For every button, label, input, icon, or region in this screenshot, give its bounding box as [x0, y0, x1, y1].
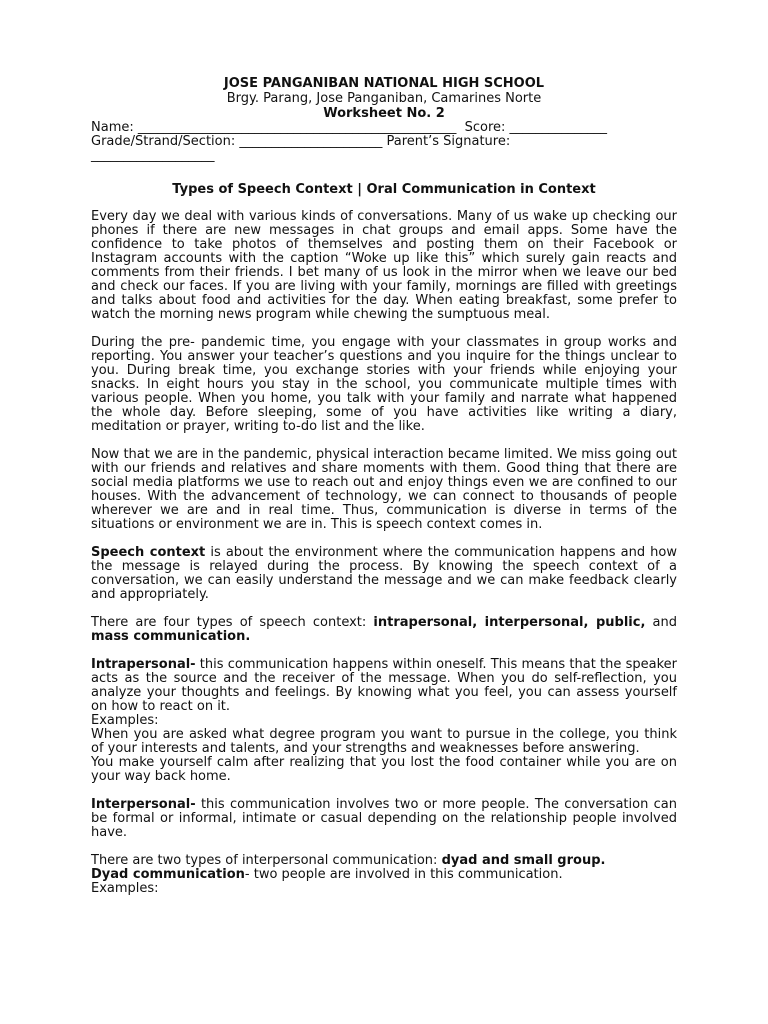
and-word: and: [645, 615, 677, 630]
name-score-line: Name: _________________________________________________ Score: _______________: [91, 120, 608, 135]
term-dyad: Dyad communication: [91, 867, 245, 882]
four-types-intro: There are four types of speech context:: [91, 615, 374, 630]
paragraph-interpersonal: [91, 798, 677, 840]
paragraph-speech-context: [91, 546, 677, 602]
worksheet-number: Worksheet No. 2: [323, 106, 445, 121]
paragraph-intrapersonal: [91, 658, 677, 714]
speech-context-definition: is about the environment where the communication happens and how the message is relayed during the process. By knowing the speech context of a conversation, we can easily understand the message and we can make feedback clearly and appropriately.: [91, 545, 677, 602]
term-speech-context: Speech context: [91, 545, 206, 560]
term-interpersonal: Interpersonal-: [91, 797, 196, 812]
signature-blank: ___________________: [91, 148, 215, 163]
intrapersonal-definition: this communication happens within oneself. This means that the speaker acts as the source and the receiver of the message. When you do self-reflection, you analyze your thoughts and feelings. By knowing what you feel, you can assess yourself on how to react on it.: [91, 657, 677, 714]
dyad-definition: - two people are involved in this communication.: [244, 867, 563, 882]
paragraph-3: Now that we are in the pandemic, physical interaction became limited. We miss going out with our friends and relatives and share moments with them. Good thing that there are social media platforms we use to reach out and enjoy things even we are confined to our houses. With the advancement of technology, we can connect to thousands of people wherever we are and in real time. Thus, communication is diverse in terms of the situations or environment we are in. This is speech context comes in.: [91, 447, 677, 532]
paragraph-2: During the pre- pandemic time, you engage with your classmates in group works and reporting. You answer your teacher’s questions and you inquire for the things unclear to you. During break time, you exchange stories with your friends while enjoying your snacks. In eight hours you stay in the school, you communicate multiple times with various people. When you home, you talk with your family and narrate what happened the whole day. Before sleeping, some of you have activities like writing a diary, meditation or prayer, writing to-do list and the like.: [91, 335, 677, 434]
school-name: JOSE PANGANIBAN NATIONAL HIGH SCHOOL: [223, 76, 545, 91]
mass-communication-term: mass communication.: [91, 629, 251, 644]
term-intrapersonal: Intrapersonal-: [91, 657, 196, 672]
paragraph-two-types: [91, 854, 677, 868]
example-1: When you are asked what degree program you want to pursue in the college, you think of your interests and talents, and your strengths and weaknesses before answering.: [91, 727, 677, 756]
paragraph-dyad: [91, 868, 677, 882]
school-address: Brgy. Parang, Jose Panganiban, Camarines Norte: [226, 91, 542, 106]
examples-label-2: Examples:: [91, 881, 159, 896]
types-list: intrapersonal, interpersonal, public,: [373, 615, 646, 630]
worksheet-title: Types of Speech Context | Oral Communication in Context: [172, 182, 596, 197]
paragraph-1: Every day we deal with various kinds of conversations. Many of us wake up checking our phones if there are new messages in chat groups and email apps. Some have the confidence to take photos of themselves and posting them on their Facebook or Instagram accounts with the caption “Woke up like this” which surely gain reacts and comments from their friends. I bet many of us look in the mirror when we leave our bed and check our faces. If you are living with your family, mornings are filled with greetings and talks about food and activities for the day. When eating breakfast, some prefer to watch the morning news program while chewing the sumptuous meal.: [91, 209, 677, 322]
example-2: You make yourself calm after realizing that you lost the food container while you are on your way back home.: [91, 755, 677, 784]
interpersonal-definition: this communication involves two or more people. The conversation can be formal or informal, intimate or casual depending on the relationship people involved have.: [91, 797, 677, 840]
two-types-intro: There are two types of interpersonal communication:: [91, 853, 442, 868]
paragraph-four-types: [91, 616, 677, 644]
grade-signature-line: Grade/Strand/Section: ______________________ Parent’s Signature:: [91, 134, 511, 149]
examples-label: Examples:: [91, 713, 159, 728]
dyad-small-group: dyad and small group.: [441, 853, 606, 868]
